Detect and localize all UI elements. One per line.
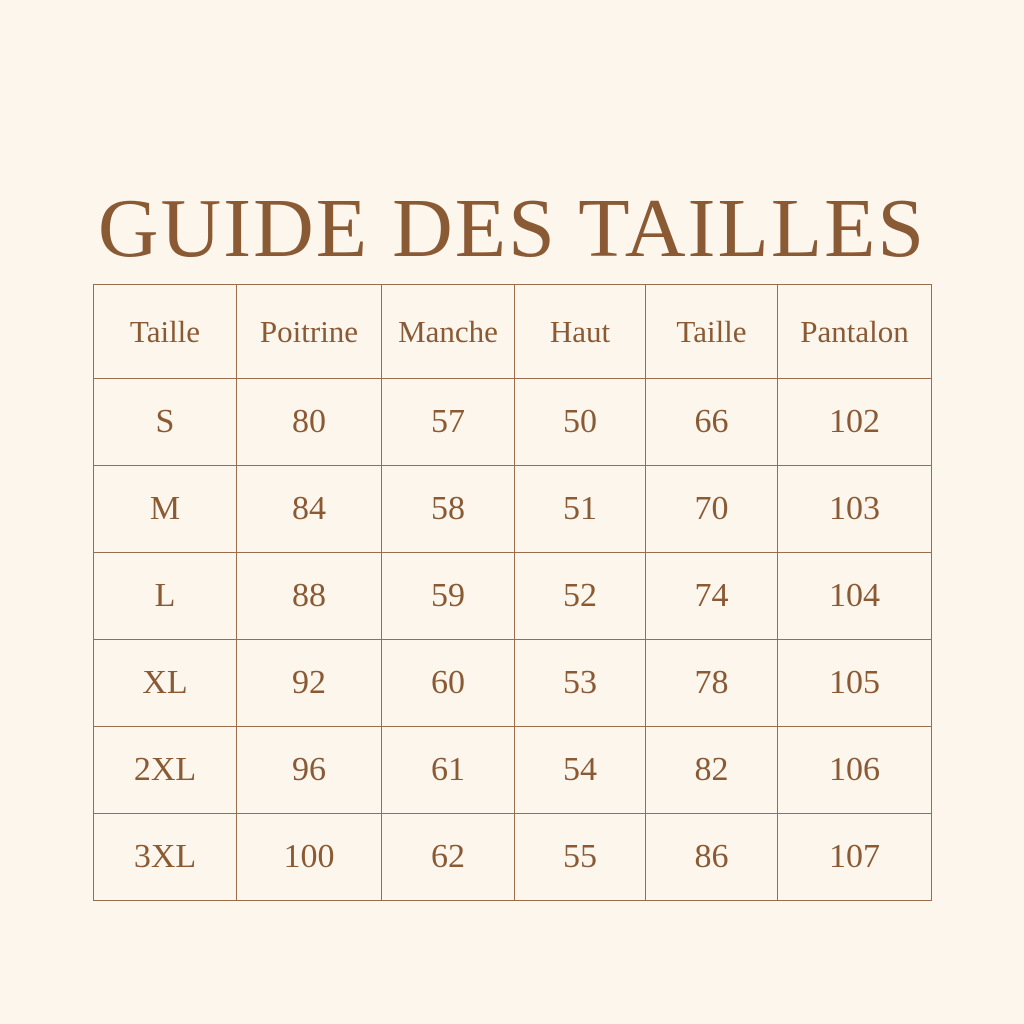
table-cell: 105 <box>778 640 932 727</box>
table-cell: 107 <box>778 814 932 901</box>
table-row <box>94 379 932 466</box>
table-cell: 92 <box>237 640 382 727</box>
table-cell: 86 <box>646 814 778 901</box>
table-cell: 103 <box>778 466 932 553</box>
table-row <box>94 466 932 553</box>
table-cell: 66 <box>646 379 778 466</box>
table-cell: 102 <box>778 379 932 466</box>
header-poitrine: Poitrine <box>237 285 382 379</box>
table-cell: 53 <box>515 640 646 727</box>
page-title: GUIDE DES TAILLES <box>97 182 927 276</box>
table-cell: 74 <box>646 553 778 640</box>
table-row <box>94 553 932 640</box>
header-manche: Manche <box>382 285 515 379</box>
table-cell: 60 <box>382 640 515 727</box>
header-taille-waist: Taille <box>646 285 778 379</box>
header-taille: Taille <box>94 285 237 379</box>
table-cell: 59 <box>382 553 515 640</box>
table-cell: 50 <box>515 379 646 466</box>
table-row <box>94 727 932 814</box>
size-guide-table <box>93 284 932 901</box>
table-cell: 58 <box>382 466 515 553</box>
table-cell: L <box>94 553 237 640</box>
table-cell: 80 <box>237 379 382 466</box>
table-cell: 55 <box>515 814 646 901</box>
table-cell: 100 <box>237 814 382 901</box>
table-cell: 70 <box>646 466 778 553</box>
table-cell: 52 <box>515 553 646 640</box>
table-cell: S <box>94 379 237 466</box>
table-header-row <box>94 285 932 379</box>
header-haut: Haut <box>515 285 646 379</box>
table-cell: 3XL <box>94 814 237 901</box>
table-cell: 62 <box>382 814 515 901</box>
table-cell: 51 <box>515 466 646 553</box>
table-cell: 96 <box>237 727 382 814</box>
table-cell: 54 <box>515 727 646 814</box>
table-row <box>94 640 932 727</box>
table-row <box>94 814 932 901</box>
table-cell: XL <box>94 640 237 727</box>
table-cell: 104 <box>778 553 932 640</box>
table-cell: M <box>94 466 237 553</box>
header-pantalon: Pantalon <box>778 285 932 379</box>
table-cell: 78 <box>646 640 778 727</box>
table-cell: 84 <box>237 466 382 553</box>
table-cell: 88 <box>237 553 382 640</box>
table-cell: 82 <box>646 727 778 814</box>
table-cell: 57 <box>382 379 515 466</box>
table-cell: 61 <box>382 727 515 814</box>
table-cell: 106 <box>778 727 932 814</box>
table-cell: 2XL <box>94 727 237 814</box>
